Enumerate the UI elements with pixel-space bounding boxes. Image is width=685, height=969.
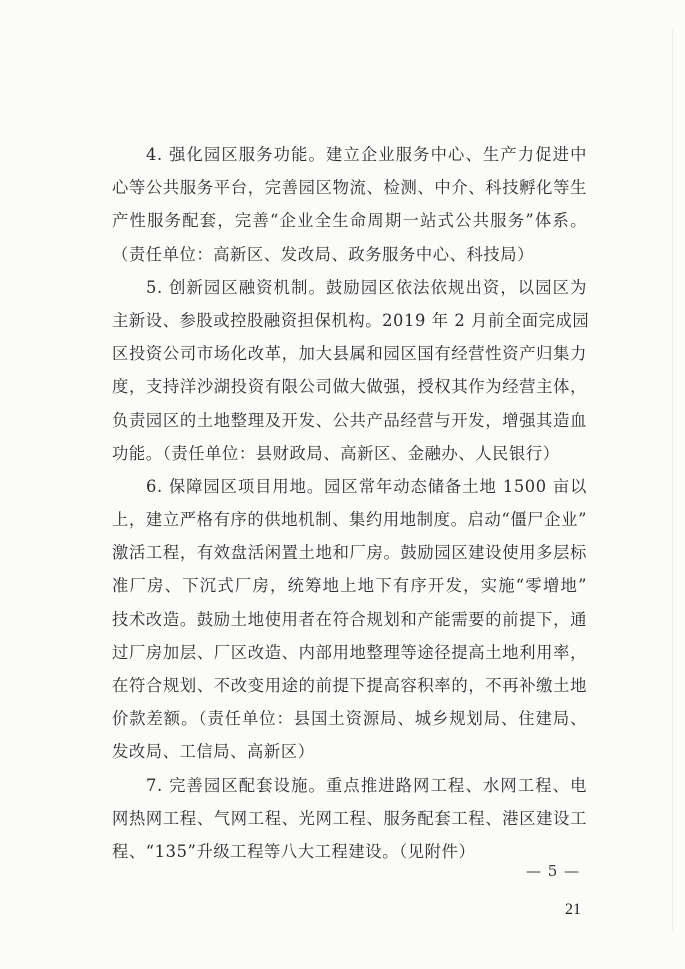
text-line: 5. 创新园区融资机制。鼓励园区依法依规出资，以园区为 — [146, 277, 587, 297]
paragraph-item-7 — [112, 769, 587, 869]
text-line: 网热网工程、气网工程、光网工程、服务配套工程、港区建设工 — [112, 808, 587, 828]
text-line: 上，建立严格有序的供地机制、集约用地制度。启动“僵尸企业” — [112, 510, 587, 530]
page-number: — 5 — — [526, 862, 581, 880]
text-line: 4. 强化园区服务功能。建立企业服务中心、生产力促进中 — [146, 145, 587, 164]
text-line: 负责园区的土地整理及开发、公共产品经营与开发，增强其造血 — [112, 410, 587, 430]
text-line: 在符合规划、不改变用途的前提下提高容积率的，不再补缴土地 — [112, 676, 587, 695]
paragraph-item-5 — [112, 271, 590, 470]
text-line: 心等公共服务平台，完善园区物流、检测、中介、科技孵化等生 — [112, 178, 587, 198]
text-line: 程、“135”升级工程等八大工程建设。（见附件） — [112, 841, 476, 861]
text-line: 激活工程，有效盘活闲置土地和厂房。鼓励园区建设使用多层标 — [112, 543, 587, 563]
text-line: 主新设、参股或控股融资担保机构。2019 年 2 月前全面完成园 — [112, 310, 590, 330]
text-line: 7. 完善园区配套设施。重点推进路网工程、水网工程、电 — [146, 775, 587, 795]
text-line: 准厂房、下沉式厂房，统筹地上地下有序开发，实施“零增地” — [112, 576, 587, 596]
text-line: 发改局、工信局、高新区） — [112, 742, 315, 762]
text-line: 过厂房加层、厂区改造、内部用地整理等途径提高土地利用率， — [112, 642, 587, 662]
text-line: 产性服务配套，完善“企业全生命周期一站式公共服务”体系。 — [112, 211, 587, 231]
page-edge-shadow — [672, 30, 673, 930]
text-line: 6. 保障园区项目用地。园区常年动态储备土地 1500 亩以 — [146, 476, 587, 496]
paragraph-item-6 — [112, 470, 587, 769]
text-line: 功能。（责任单位：县财政局、高新区、金融办、人民银行） — [112, 443, 560, 463]
text-line: 技术改造。鼓励土地使用者在符合规划和产能需要的前提下，通 — [112, 609, 587, 629]
text-line: 价款差额。（责任单位：县国土资源局、城乡规划局、住建局、 — [112, 709, 587, 729]
text-line: 区投资公司市场化改革，加大县属和园区国有经营性资产归集力 — [112, 344, 587, 364]
text-line: （责任单位：高新区、发改局、政务服务中心、科技局） — [112, 244, 535, 264]
paragraph-item-4 — [112, 138, 587, 271]
document-body — [112, 138, 590, 868]
sheet-number: 21 — [565, 901, 581, 918]
text-line: 度，支持洋沙湖投资有限公司做大做强，授权其作为经营主体， — [112, 377, 587, 397]
